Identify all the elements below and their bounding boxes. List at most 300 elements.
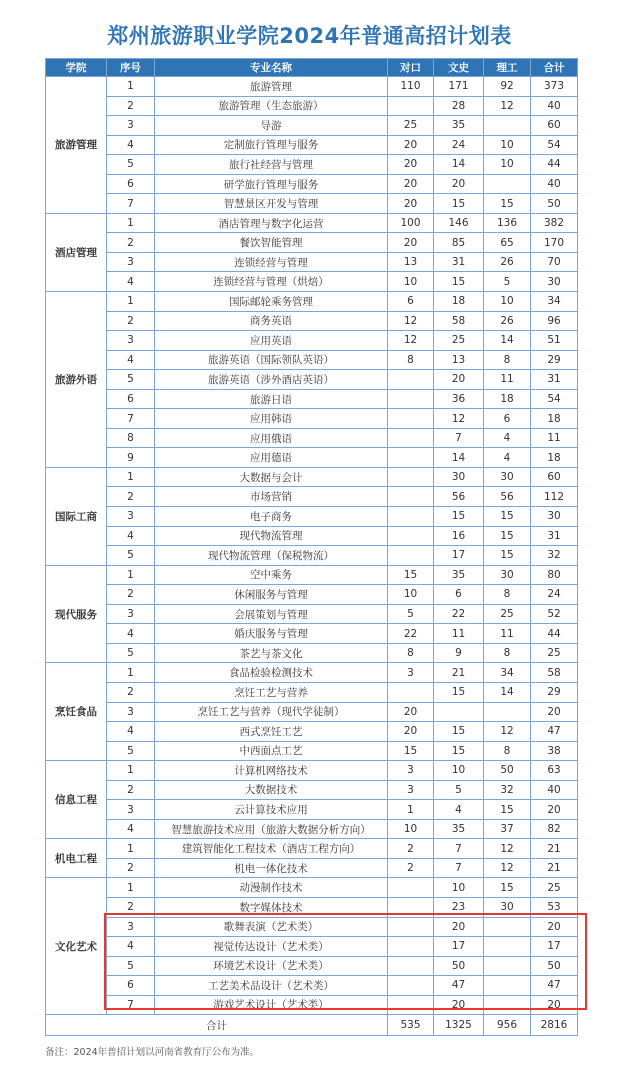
total-value: 24 — [531, 585, 578, 605]
major-name: 西式烹饪工艺 — [155, 722, 388, 742]
total-value: 31 — [531, 370, 578, 390]
major-name: 视觉传达设计（艺术类） — [155, 937, 388, 957]
row-index: 1 — [107, 77, 155, 97]
duikou-value — [388, 389, 434, 409]
major-name: 智慧景区开发与管理 — [155, 194, 388, 214]
total-value: 70 — [531, 252, 578, 272]
duikou-value — [388, 995, 434, 1015]
table-row — [46, 937, 578, 957]
table-row — [46, 858, 578, 878]
total-value: 20 — [531, 995, 578, 1015]
ligong-value — [484, 702, 531, 722]
row-index: 1 — [107, 292, 155, 312]
ligong-value: 11 — [484, 624, 531, 644]
wenshi-value: 15 — [434, 722, 484, 742]
table-row — [46, 643, 578, 663]
wenshi-value: 47 — [434, 976, 484, 996]
ligong-value: 12 — [484, 722, 531, 742]
wenshi-value: 14 — [434, 448, 484, 468]
table-header-row — [46, 59, 578, 77]
duikou-value: 20 — [388, 174, 434, 194]
table-row — [46, 331, 578, 351]
duikou-value — [388, 897, 434, 917]
ligong-value: 18 — [484, 389, 531, 409]
total-value: 382 — [531, 213, 578, 233]
table-row — [46, 213, 578, 233]
major-name: 国际邮轮乘务管理 — [155, 292, 388, 312]
total-value: 30 — [531, 272, 578, 292]
total-value: 25 — [531, 878, 578, 898]
table-row — [46, 741, 578, 761]
wenshi-value: 12 — [434, 409, 484, 429]
ligong-value — [484, 116, 531, 136]
ligong-value: 6 — [484, 409, 531, 429]
wenshi-value: 171 — [434, 77, 484, 97]
row-index: 1 — [107, 761, 155, 781]
table-row — [46, 233, 578, 253]
table-row — [46, 96, 578, 116]
duikou-value: 22 — [388, 624, 434, 644]
row-index: 3 — [107, 331, 155, 351]
ligong-value: 30 — [484, 565, 531, 585]
duikou-value: 20 — [388, 194, 434, 214]
wenshi-value: 25 — [434, 331, 484, 351]
total-value: 54 — [531, 135, 578, 155]
duikou-value: 3 — [388, 780, 434, 800]
wenshi-value: 56 — [434, 487, 484, 507]
total-value: 18 — [531, 409, 578, 429]
ligong-value: 5 — [484, 272, 531, 292]
total-value: 58 — [531, 663, 578, 683]
total-value: 60 — [531, 116, 578, 136]
duikou-value: 2 — [388, 858, 434, 878]
duikou-value: 5 — [388, 604, 434, 624]
table-row — [46, 780, 578, 800]
major-name: 电子商务 — [155, 507, 388, 527]
college-name: 文化艺术 — [46, 878, 107, 1015]
wenshi-value: 20 — [434, 174, 484, 194]
row-index: 5 — [107, 956, 155, 976]
row-index: 6 — [107, 174, 155, 194]
wenshi-value: 28 — [434, 96, 484, 116]
total-value: 373 — [531, 77, 578, 97]
major-name: 游戏艺术设计（艺术类） — [155, 995, 388, 1015]
duikou-value: 25 — [388, 116, 434, 136]
row-index: 4 — [107, 526, 155, 546]
duikou-value — [388, 448, 434, 468]
major-name: 烹饪工艺与营养（现代学徒制） — [155, 702, 388, 722]
wenshi-value: 36 — [434, 389, 484, 409]
duikou-value: 20 — [388, 233, 434, 253]
major-name: 烹饪工艺与营养 — [155, 682, 388, 702]
major-name: 歌舞表演（艺术类） — [155, 917, 388, 937]
total-heji: 2816 — [531, 1015, 578, 1036]
duikou-value: 15 — [388, 741, 434, 761]
ligong-value: 12 — [484, 839, 531, 859]
wenshi-value: 11 — [434, 624, 484, 644]
total-value: 47 — [531, 976, 578, 996]
total-value: 80 — [531, 565, 578, 585]
major-name: 建筑智能化工程技术（酒店工程方向） — [155, 839, 388, 859]
table-row — [46, 761, 578, 781]
row-index: 3 — [107, 800, 155, 820]
wenshi-value: 15 — [434, 682, 484, 702]
total-value: 82 — [531, 819, 578, 839]
duikou-value: 20 — [388, 722, 434, 742]
header-index: 序号 — [107, 59, 155, 77]
ligong-value: 8 — [484, 643, 531, 663]
wenshi-value: 18 — [434, 292, 484, 312]
ligong-value: 32 — [484, 780, 531, 800]
table-row — [46, 624, 578, 644]
major-name: 空中乘务 — [155, 565, 388, 585]
wenshi-value: 20 — [434, 917, 484, 937]
major-name: 中西面点工艺 — [155, 741, 388, 761]
total-value: 44 — [531, 624, 578, 644]
major-name: 婚庆服务与管理 — [155, 624, 388, 644]
wenshi-value: 22 — [434, 604, 484, 624]
table-row — [46, 702, 578, 722]
total-value: 52 — [531, 604, 578, 624]
row-index: 4 — [107, 819, 155, 839]
row-index: 4 — [107, 135, 155, 155]
duikou-value — [388, 507, 434, 527]
major-name: 机电一体化技术 — [155, 858, 388, 878]
wenshi-value: 58 — [434, 311, 484, 331]
wenshi-value: 7 — [434, 839, 484, 859]
ligong-value: 26 — [484, 252, 531, 272]
major-name: 休闲服务与管理 — [155, 585, 388, 605]
ligong-value: 15 — [484, 194, 531, 214]
total-value: 11 — [531, 428, 578, 448]
wenshi-value: 35 — [434, 565, 484, 585]
ligong-value: 14 — [484, 331, 531, 351]
major-name: 连锁经营与管理（烘焙） — [155, 272, 388, 292]
wenshi-value: 7 — [434, 428, 484, 448]
row-index: 1 — [107, 213, 155, 233]
header-college: 学院 — [46, 59, 107, 77]
footnote: 备注：2024年普招计划以河南省教育厅公布为准。 — [45, 1047, 260, 1058]
total-value: 21 — [531, 839, 578, 859]
major-name: 连锁经营与管理 — [155, 252, 388, 272]
total-value: 47 — [531, 722, 578, 742]
row-index: 4 — [107, 937, 155, 957]
row-index: 2 — [107, 780, 155, 800]
total-value: 20 — [531, 800, 578, 820]
row-index: 1 — [107, 467, 155, 487]
ligong-value — [484, 917, 531, 937]
row-index: 5 — [107, 643, 155, 663]
major-name: 应用英语 — [155, 331, 388, 351]
row-index: 9 — [107, 448, 155, 468]
row-index: 2 — [107, 96, 155, 116]
ligong-value: 50 — [484, 761, 531, 781]
total-value: 34 — [531, 292, 578, 312]
table-row — [46, 995, 578, 1015]
table-row — [46, 976, 578, 996]
major-name: 餐饮智能管理 — [155, 233, 388, 253]
ligong-value: 12 — [484, 96, 531, 116]
total-value: 54 — [531, 389, 578, 409]
row-index: 2 — [107, 487, 155, 507]
total-value: 40 — [531, 96, 578, 116]
major-name: 酒店管理与数字化运营 — [155, 213, 388, 233]
total-value: 29 — [531, 350, 578, 370]
ligong-value: 15 — [484, 800, 531, 820]
total-value: 50 — [531, 194, 578, 214]
duikou-value — [388, 409, 434, 429]
total-value: 20 — [531, 917, 578, 937]
wenshi-value: 13 — [434, 350, 484, 370]
wenshi-value: 15 — [434, 272, 484, 292]
duikou-value — [388, 956, 434, 976]
total-wenshi: 1325 — [434, 1015, 484, 1036]
ligong-value: 12 — [484, 858, 531, 878]
total-value: 53 — [531, 897, 578, 917]
duikou-value — [388, 370, 434, 390]
duikou-value — [388, 682, 434, 702]
duikou-value — [388, 976, 434, 996]
total-value: 96 — [531, 311, 578, 331]
duikou-value: 10 — [388, 272, 434, 292]
college-name: 旅游管理 — [46, 77, 107, 214]
major-name: 工艺美术品设计（艺术类） — [155, 976, 388, 996]
total-value: 40 — [531, 780, 578, 800]
total-duikou: 535 — [388, 1015, 434, 1036]
wenshi-value: 10 — [434, 761, 484, 781]
ligong-value: 8 — [484, 741, 531, 761]
duikou-value: 15 — [388, 565, 434, 585]
duikou-value: 8 — [388, 643, 434, 663]
duikou-value — [388, 428, 434, 448]
row-index: 7 — [107, 409, 155, 429]
ligong-value: 10 — [484, 135, 531, 155]
ligong-value — [484, 174, 531, 194]
major-name: 动漫制作技术 — [155, 878, 388, 898]
college-name: 酒店管理 — [46, 213, 107, 291]
major-name: 定制旅行管理与服务 — [155, 135, 388, 155]
major-name: 环境艺术设计（艺术类） — [155, 956, 388, 976]
ligong-value: 8 — [484, 350, 531, 370]
table-row — [46, 800, 578, 820]
total-value: 50 — [531, 956, 578, 976]
row-index: 4 — [107, 624, 155, 644]
ligong-value: 4 — [484, 428, 531, 448]
wenshi-value: 14 — [434, 155, 484, 175]
major-name: 云计算技术应用 — [155, 800, 388, 820]
wenshi-value: 21 — [434, 663, 484, 683]
table-row — [46, 77, 578, 97]
major-name: 现代物流管理 — [155, 526, 388, 546]
duikou-value: 6 — [388, 292, 434, 312]
ligong-value: 10 — [484, 292, 531, 312]
row-index: 2 — [107, 585, 155, 605]
table-row — [46, 350, 578, 370]
total-value: 20 — [531, 702, 578, 722]
row-index: 3 — [107, 702, 155, 722]
row-index: 4 — [107, 272, 155, 292]
duikou-value — [388, 937, 434, 957]
major-name: 旅游英语（国际领队英语） — [155, 350, 388, 370]
wenshi-value: 146 — [434, 213, 484, 233]
table-row — [46, 839, 578, 859]
major-name: 旅游日语 — [155, 389, 388, 409]
table-row — [46, 878, 578, 898]
wenshi-value: 20 — [434, 995, 484, 1015]
table-row — [46, 565, 578, 585]
major-name: 会展策划与管理 — [155, 604, 388, 624]
ligong-value — [484, 956, 531, 976]
row-index: 5 — [107, 155, 155, 175]
row-index: 4 — [107, 350, 155, 370]
row-index: 7 — [107, 995, 155, 1015]
duikou-value: 10 — [388, 585, 434, 605]
major-name: 旅游管理（生态旅游） — [155, 96, 388, 116]
wenshi-value: 31 — [434, 252, 484, 272]
total-value: 170 — [531, 233, 578, 253]
wenshi-value: 17 — [434, 546, 484, 566]
major-name: 数字媒体技术 — [155, 897, 388, 917]
header-duikou: 对口 — [388, 59, 434, 77]
header-wenshi: 文史 — [434, 59, 484, 77]
table-row — [46, 174, 578, 194]
wenshi-value: 4 — [434, 800, 484, 820]
college-name: 信息工程 — [46, 761, 107, 839]
duikou-value: 1 — [388, 800, 434, 820]
row-index: 3 — [107, 917, 155, 937]
table-row — [46, 155, 578, 175]
wenshi-value: 9 — [434, 643, 484, 663]
ligong-value: 4 — [484, 448, 531, 468]
row-index: 1 — [107, 663, 155, 683]
total-value: 44 — [531, 155, 578, 175]
table-row — [46, 135, 578, 155]
ligong-value: 37 — [484, 819, 531, 839]
table-row — [46, 956, 578, 976]
table-row — [46, 663, 578, 683]
ligong-value: 30 — [484, 897, 531, 917]
duikou-value: 110 — [388, 77, 434, 97]
row-index: 6 — [107, 976, 155, 996]
college-name: 国际工商 — [46, 467, 107, 565]
ligong-value: 26 — [484, 311, 531, 331]
duikou-value — [388, 96, 434, 116]
table-row — [46, 546, 578, 566]
ligong-value: 56 — [484, 487, 531, 507]
major-name: 茶艺与茶文化 — [155, 643, 388, 663]
ligong-value: 14 — [484, 682, 531, 702]
duikou-value: 12 — [388, 311, 434, 331]
total-value: 18 — [531, 448, 578, 468]
wenshi-value: 30 — [434, 467, 484, 487]
row-index: 5 — [107, 546, 155, 566]
table-row — [46, 526, 578, 546]
duikou-value: 20 — [388, 155, 434, 175]
row-index: 6 — [107, 389, 155, 409]
table-row — [46, 507, 578, 527]
table-row — [46, 272, 578, 292]
major-name: 应用德语 — [155, 448, 388, 468]
total-row — [46, 1015, 578, 1036]
table-row — [46, 448, 578, 468]
duikou-value: 10 — [388, 819, 434, 839]
duikou-value: 13 — [388, 252, 434, 272]
row-index: 2 — [107, 682, 155, 702]
ligong-value: 10 — [484, 155, 531, 175]
wenshi-value: 16 — [434, 526, 484, 546]
wenshi-value: 7 — [434, 858, 484, 878]
table-row — [46, 819, 578, 839]
major-name: 现代物流管理（保税物流） — [155, 546, 388, 566]
ligong-value — [484, 995, 531, 1015]
page-title: 郑州旅游职业学院2024年普通高招计划表 — [107, 24, 512, 48]
total-value: 40 — [531, 174, 578, 194]
major-name: 应用韩语 — [155, 409, 388, 429]
ligong-value — [484, 976, 531, 996]
wenshi-value: 15 — [434, 507, 484, 527]
total-value: 38 — [531, 741, 578, 761]
major-name: 市场营销 — [155, 487, 388, 507]
major-name: 旅游管理 — [155, 77, 388, 97]
ligong-value — [484, 937, 531, 957]
total-value: 17 — [531, 937, 578, 957]
total-ligong: 956 — [484, 1015, 531, 1036]
ligong-value: 8 — [484, 585, 531, 605]
total-value: 29 — [531, 682, 578, 702]
header-major: 专业名称 — [155, 59, 388, 77]
wenshi-value: 15 — [434, 741, 484, 761]
total-value: 51 — [531, 331, 578, 351]
table-row — [46, 917, 578, 937]
wenshi-value: 5 — [434, 780, 484, 800]
row-index: 3 — [107, 604, 155, 624]
table-row — [46, 428, 578, 448]
duikou-value — [388, 467, 434, 487]
table-row — [46, 467, 578, 487]
row-index: 8 — [107, 428, 155, 448]
wenshi-value: 23 — [434, 897, 484, 917]
table-row — [46, 487, 578, 507]
ligong-value: 136 — [484, 213, 531, 233]
major-name: 旅行社经营与管理 — [155, 155, 388, 175]
row-index: 5 — [107, 370, 155, 390]
ligong-value: 15 — [484, 507, 531, 527]
major-name: 智慧旅游技术应用（旅游大数据分析方向） — [155, 819, 388, 839]
major-name: 计算机网络技术 — [155, 761, 388, 781]
enrollment-plan-table — [45, 58, 578, 1036]
ligong-value: 15 — [484, 878, 531, 898]
total-value: 112 — [531, 487, 578, 507]
duikou-value: 3 — [388, 663, 434, 683]
table-row — [46, 116, 578, 136]
ligong-value: 11 — [484, 370, 531, 390]
table-row — [46, 722, 578, 742]
row-index: 2 — [107, 858, 155, 878]
ligong-value: 34 — [484, 663, 531, 683]
wenshi-value: 50 — [434, 956, 484, 976]
duikou-value: 20 — [388, 702, 434, 722]
duikou-value: 2 — [388, 839, 434, 859]
wenshi-value — [434, 702, 484, 722]
duikou-value: 100 — [388, 213, 434, 233]
total-value: 63 — [531, 761, 578, 781]
duikou-value — [388, 917, 434, 937]
total-value: 60 — [531, 467, 578, 487]
major-name: 应用俄语 — [155, 428, 388, 448]
table-row — [46, 194, 578, 214]
duikou-value — [388, 526, 434, 546]
wenshi-value: 85 — [434, 233, 484, 253]
